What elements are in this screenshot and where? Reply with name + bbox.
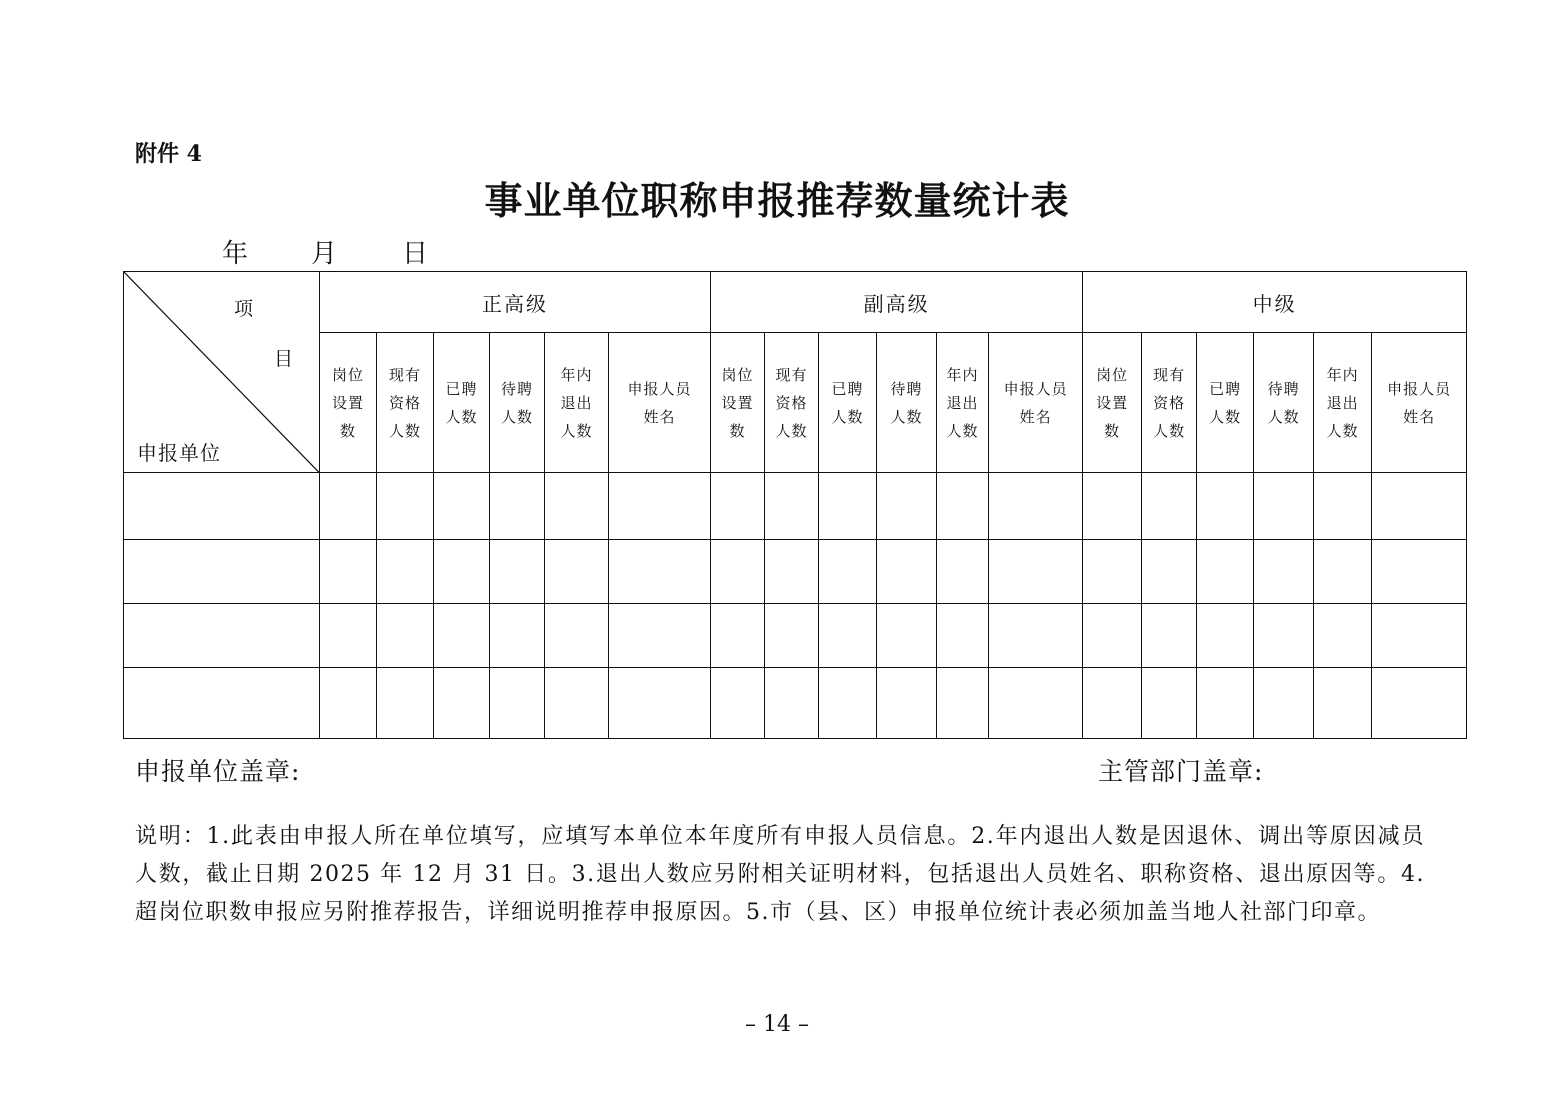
data-cell[interactable] xyxy=(765,473,819,539)
data-cell[interactable] xyxy=(989,603,1083,667)
unit-name-cell[interactable] xyxy=(124,603,320,667)
data-cell[interactable] xyxy=(711,603,765,667)
data-cell[interactable] xyxy=(490,603,545,667)
data-cell[interactable] xyxy=(1314,667,1372,738)
data-cell[interactable] xyxy=(1254,603,1314,667)
page-number: – 14 – xyxy=(745,1012,809,1037)
data-cell[interactable] xyxy=(609,539,711,603)
data-cell[interactable] xyxy=(490,667,545,738)
data-cell[interactable] xyxy=(1142,667,1197,738)
sub-header-cell: 待聘 人数 xyxy=(877,333,937,473)
corner-mu-label: 目 xyxy=(274,348,294,370)
date-day: 日 xyxy=(402,239,429,269)
data-cell[interactable] xyxy=(711,667,765,738)
sub-header-cell: 现有 资格 人数 xyxy=(1142,333,1197,473)
data-cell[interactable] xyxy=(937,473,989,539)
data-cell[interactable] xyxy=(434,667,490,738)
data-cell[interactable] xyxy=(711,539,765,603)
table-row xyxy=(124,603,1467,667)
sub-header-cell: 申报人员 姓名 xyxy=(609,333,711,473)
data-cell[interactable] xyxy=(434,603,490,667)
data-cell[interactable] xyxy=(1197,473,1254,539)
data-cell[interactable] xyxy=(320,667,377,738)
data-cell[interactable] xyxy=(377,473,434,539)
data-cell[interactable] xyxy=(1314,603,1372,667)
data-cell[interactable] xyxy=(609,603,711,667)
table-row xyxy=(124,539,1467,603)
group-header-associate: 副高级 xyxy=(711,272,1083,333)
data-cell[interactable] xyxy=(937,603,989,667)
data-cell[interactable] xyxy=(765,539,819,603)
data-cell[interactable] xyxy=(877,473,937,539)
data-cell[interactable] xyxy=(1254,539,1314,603)
sub-header-cell: 已聘 人数 xyxy=(1197,333,1254,473)
data-cell[interactable] xyxy=(1142,603,1197,667)
data-cell[interactable] xyxy=(1372,473,1467,539)
unit-name-cell[interactable] xyxy=(124,667,320,738)
data-cell[interactable] xyxy=(989,539,1083,603)
data-cell[interactable] xyxy=(1314,539,1372,603)
sub-header-cell: 待聘 人数 xyxy=(490,333,545,473)
data-cell[interactable] xyxy=(1142,539,1197,603)
data-cell[interactable] xyxy=(765,667,819,738)
data-cell[interactable] xyxy=(1314,473,1372,539)
unit-seal-label: 申报单位盖章: xyxy=(135,757,301,786)
table-row xyxy=(124,473,1467,539)
data-cell[interactable] xyxy=(320,539,377,603)
group-header-intermediate: 中级 xyxy=(1083,272,1467,333)
data-cell[interactable] xyxy=(320,473,377,539)
data-cell[interactable] xyxy=(1372,539,1467,603)
sub-header-cell: 年内 退出 人数 xyxy=(1314,333,1372,473)
data-cell[interactable] xyxy=(819,539,877,603)
data-cell[interactable] xyxy=(937,539,989,603)
sub-header-cell: 岗位 设置 数 xyxy=(1083,333,1142,473)
data-cell[interactable] xyxy=(1197,667,1254,738)
corner-header-cell xyxy=(124,272,320,473)
sub-header-cell: 申报人员 姓名 xyxy=(1372,333,1467,473)
explanation-note: 说明：1.此表由申报人所在单位填写，应填写本单位本年度所有申报人员信息。2.年内退出人数是因退休、调出等原因减员人数，截止日期 2025 年 12 月 31 日。3.退出人数应另附相关证明材料，包括退出人员姓名、职称资格、退出原因等。4.超岗位职数申报应另附推荐报告，详细说明推荐申报原因。5.市（县、区）申报单位统计表必须加盖当地人社部门印章。 xyxy=(135,824,1425,925)
sub-header-cell: 现有 资格 人数 xyxy=(377,333,434,473)
sub-header-cell: 岗位 设置 数 xyxy=(711,333,765,473)
sub-header-cell: 年内 退出 人数 xyxy=(937,333,989,473)
unit-name-cell[interactable] xyxy=(124,539,320,603)
data-cell[interactable] xyxy=(765,603,819,667)
data-cell[interactable] xyxy=(819,473,877,539)
data-cell[interactable] xyxy=(434,473,490,539)
data-cell[interactable] xyxy=(545,473,609,539)
data-cell[interactable] xyxy=(377,539,434,603)
data-cell[interactable] xyxy=(1083,473,1142,539)
data-cell[interactable] xyxy=(989,667,1083,738)
date-month: 月 xyxy=(311,239,338,269)
table-row xyxy=(124,667,1467,738)
date-year: 年 xyxy=(222,239,249,269)
sub-header-cell: 已聘 人数 xyxy=(434,333,490,473)
data-cell[interactable] xyxy=(545,539,609,603)
data-cell[interactable] xyxy=(377,603,434,667)
data-cell[interactable] xyxy=(377,667,434,738)
data-cell[interactable] xyxy=(434,539,490,603)
sub-header-cell: 申报人员 姓名 xyxy=(989,333,1083,473)
sub-header-cell: 待聘 人数 xyxy=(1254,333,1314,473)
data-cell[interactable] xyxy=(320,603,377,667)
data-cell[interactable] xyxy=(819,667,877,738)
corner-unit-label: 申报单位 xyxy=(137,441,221,466)
data-cell[interactable] xyxy=(819,603,877,667)
data-cell[interactable] xyxy=(877,603,937,667)
data-cell[interactable] xyxy=(609,473,711,539)
unit-name-cell[interactable] xyxy=(124,473,320,539)
statistics-table xyxy=(123,271,1467,739)
sub-header-cell: 现有 资格 人数 xyxy=(765,333,819,473)
page-title: 事业单位职称申报推荐数量统计表 xyxy=(484,178,1070,223)
data-cell[interactable] xyxy=(490,473,545,539)
data-cell[interactable] xyxy=(1197,603,1254,667)
data-cell[interactable] xyxy=(877,667,937,738)
data-cell[interactable] xyxy=(1254,667,1314,738)
data-cell[interactable] xyxy=(877,539,937,603)
data-cell[interactable] xyxy=(490,539,545,603)
sub-header-cell: 年内 退出 人数 xyxy=(545,333,609,473)
data-cell[interactable] xyxy=(609,667,711,738)
corner-item-label: 项 xyxy=(234,298,254,320)
data-cell[interactable] xyxy=(1372,667,1467,738)
data-cell[interactable] xyxy=(711,473,765,539)
data-cell[interactable] xyxy=(989,473,1083,539)
department-seal-label: 主管部门盖章: xyxy=(1098,757,1264,786)
data-cell[interactable] xyxy=(1197,539,1254,603)
attachment-label: 附件 4 xyxy=(135,141,202,167)
data-cell[interactable] xyxy=(1083,539,1142,603)
data-cell[interactable] xyxy=(545,603,609,667)
sub-header-cell: 岗位 设置 数 xyxy=(320,333,377,473)
data-cell[interactable] xyxy=(1083,603,1142,667)
data-cell[interactable] xyxy=(1142,473,1197,539)
sub-header-cell: 已聘 人数 xyxy=(819,333,877,473)
data-cell[interactable] xyxy=(1254,473,1314,539)
data-cell[interactable] xyxy=(1083,667,1142,738)
data-cell[interactable] xyxy=(545,667,609,738)
data-cell[interactable] xyxy=(1372,603,1467,667)
group-header-senior: 正高级 xyxy=(320,272,711,333)
data-cell[interactable] xyxy=(937,667,989,738)
